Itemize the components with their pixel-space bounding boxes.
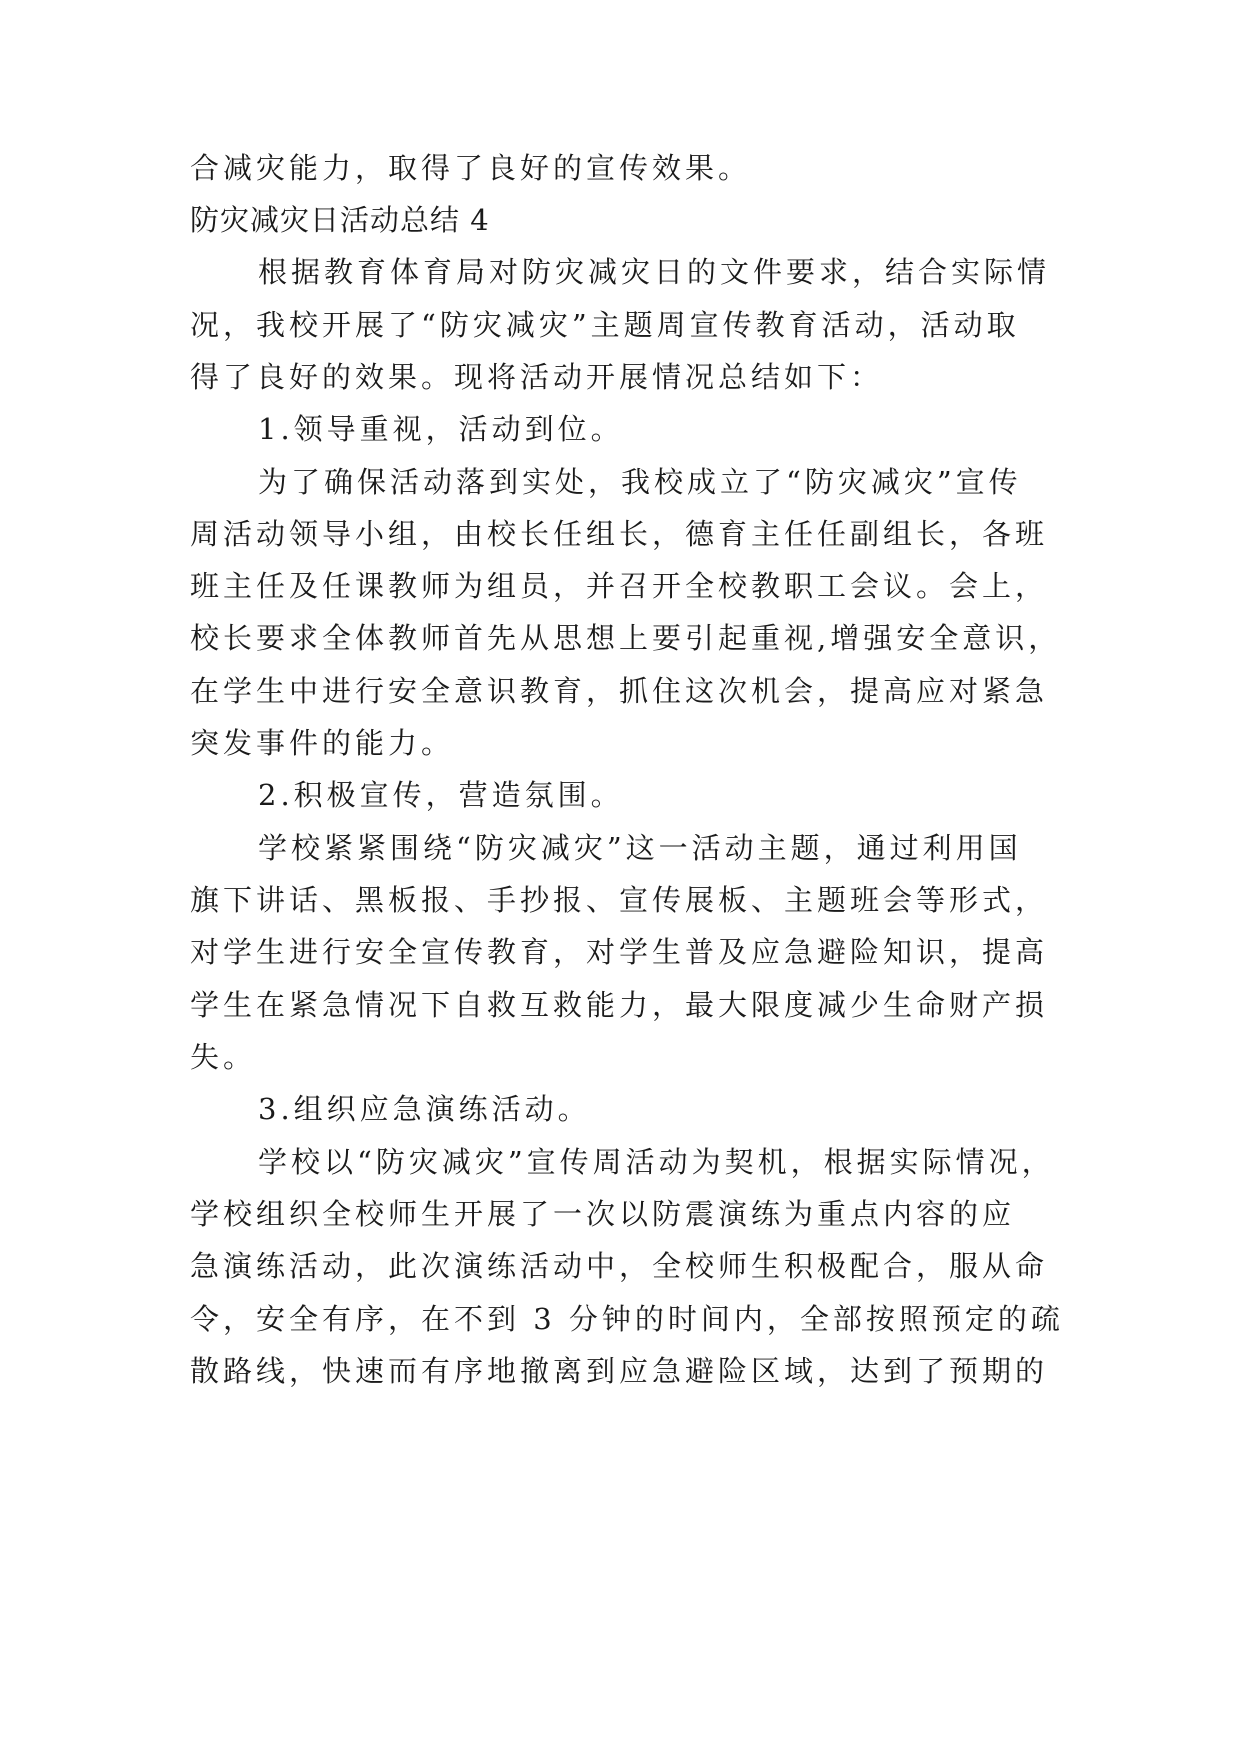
paragraph-line: 令，安全有序，在不到 3 分钟的时间内，全部按照预定的疏 — [190, 1302, 1064, 1336]
paragraph-line: 学生在紧急情况下自救互救能力，最大限度减少生命财产损 — [190, 988, 1049, 1022]
paragraph-line: 为了确保活动落到实处，我校成立了“防灾减灾”宣传 — [258, 465, 1022, 499]
paragraph-line: 失。 — [190, 1040, 257, 1074]
paragraph-line: 周活动领导小组，由校长任组长，德育主任任副组长，各班 — [190, 517, 1049, 551]
paragraph-line: 合减灾能力，取得了良好的宣传效果。 — [190, 151, 752, 185]
paragraph-line: 得了良好的效果。现将活动开展情况总结如下： — [190, 360, 884, 394]
paragraph-line: 在学生中进行安全意识教育，抓住这次机会，提高应对紧急 — [190, 674, 1049, 708]
paragraph-line: 旗下讲话、黑板报、手抄报、宣传展板、主题班会等形式， — [190, 883, 1049, 917]
paragraph-line: 根据教育体育局对防灾减灾日的文件要求，结合实际情 — [258, 255, 1051, 289]
paragraph-line: 学校组织全校师生开展了一次以防震演练为重点内容的应 — [190, 1197, 1016, 1231]
subheading-2: 2.积极宣传，营造氛围。 — [258, 778, 624, 812]
paragraph-line: 班主任及任课教师为组员，并召开全校教职工会议。会上， — [190, 569, 1049, 603]
paragraph-line: 学校以“防灾减灾”宣传周活动为契机，根据实际情况， — [258, 1145, 1055, 1179]
subheading-1: 1.领导重视，活动到位。 — [258, 412, 624, 446]
paragraph-line: 学校紧紧围绕“防灾减灾”这一活动主题，通过利用国 — [258, 831, 1022, 865]
paragraph-line: 突发事件的能力。 — [190, 726, 455, 760]
subheading-3: 3.组织应急演练活动。 — [258, 1092, 591, 1126]
section-heading: 防灾减灾日活动总结 4 — [190, 203, 490, 237]
paragraph-line: 急演练活动，此次演练活动中，全校师生积极配合，服从命 — [190, 1249, 1049, 1283]
paragraph-line: 对学生进行安全宣传教育，对学生普及应急避险知识，提高 — [190, 935, 1049, 969]
paragraph-line: 校长要求全体教师首先从思想上要引起重视,增强安全意识， — [190, 621, 1062, 655]
paragraph-line: 散路线，快速而有序地撤离到应急避险区域，达到了预期的 — [190, 1354, 1049, 1388]
paragraph-line: 况，我校开展了“防灾减灾”主题周宣传教育活动，活动取 — [190, 308, 1020, 342]
